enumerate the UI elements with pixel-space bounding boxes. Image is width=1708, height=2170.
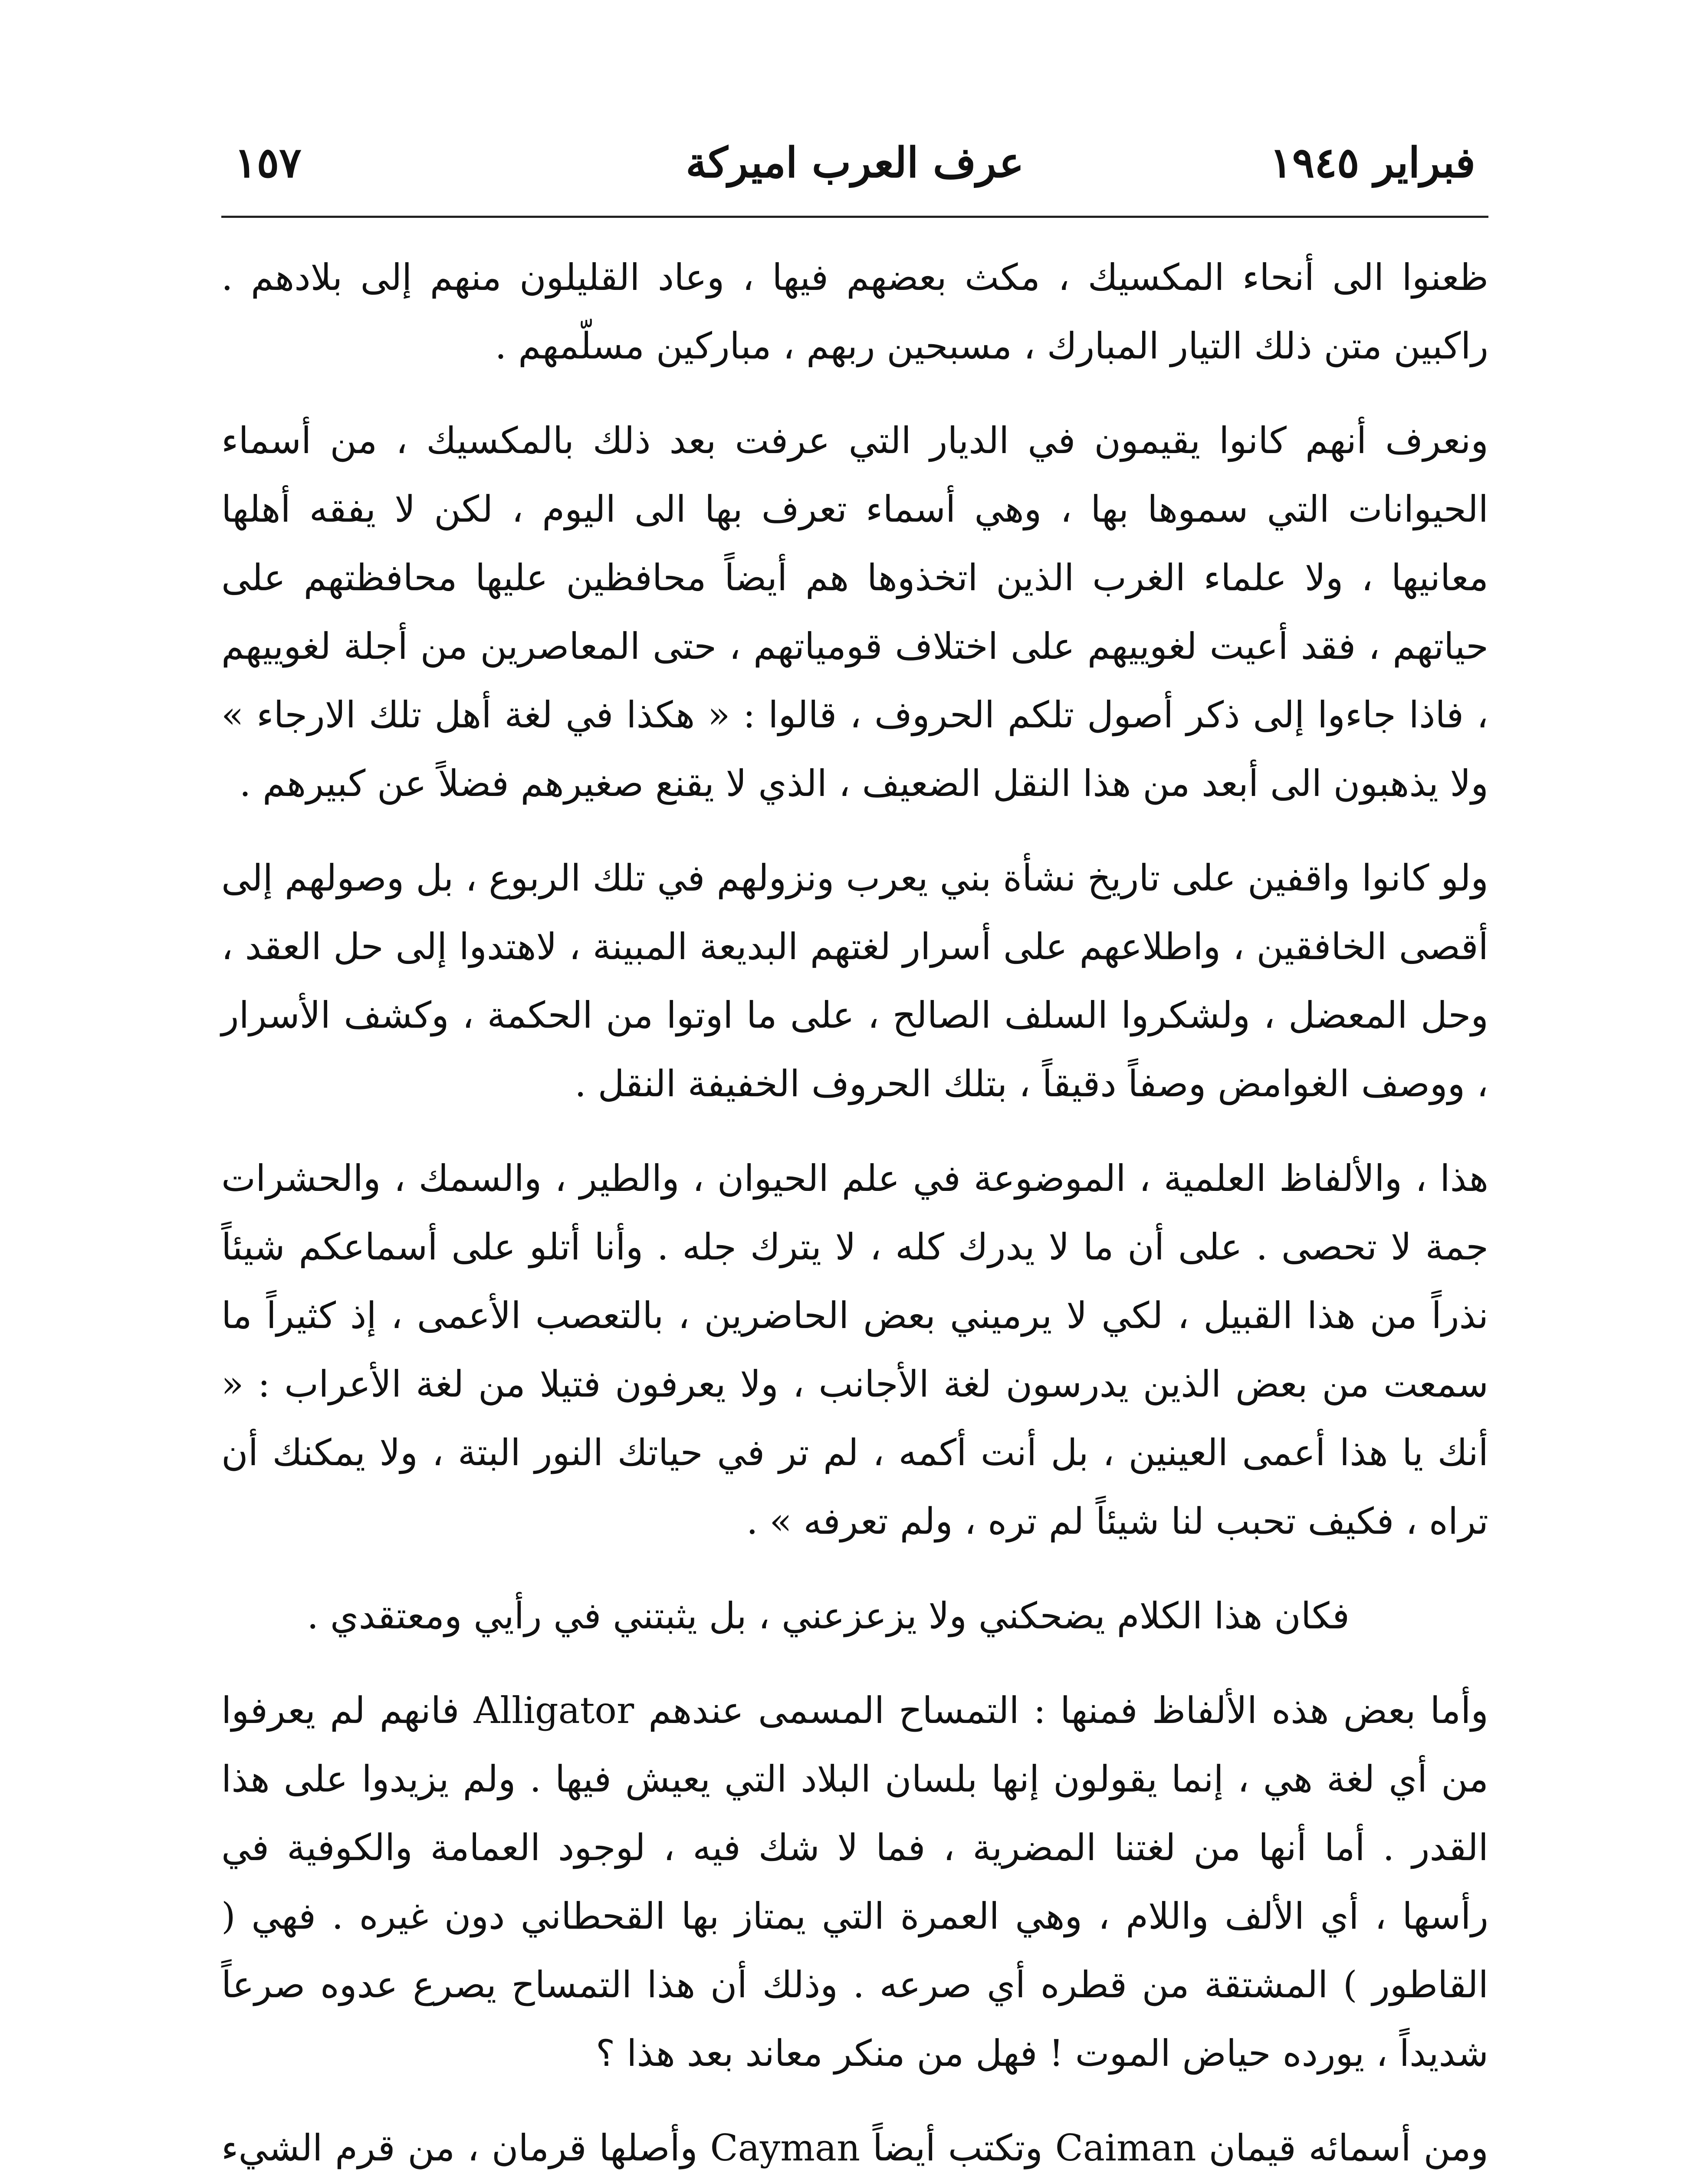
header-rule: [221, 216, 1488, 218]
header-date: فبراير ١٩٤٥: [1270, 138, 1475, 187]
header-title: عرف العرب اميركة: [686, 138, 1024, 187]
paragraph-5: فكان هذا الكلام يضحكني ولا يزعزعني ، بل يثبتني في رأيي ومعتقدي .: [307, 1595, 1350, 1637]
paragraph-6: وأما بعض هذه الألفاظ فمنها : التمساح المسمى عندهم Alligator فانهم لم يعرفوا من أي لغة هي ، إنما يقولون إنها بلسان البلاد التي يعيش فيها . ولم يزيدوا على هذا القدر . أما أنها من لغتنا المضرية ، فما لا شك فيه ، لوجود العمامة والكوفية في رأسها ، أي الألف واللام ، وهي العمرة التي يمتاز بها القحطاني دون غيره . فهي ( القاطور ) المشتقة من قطره أي صرعه . وذلك أن هذا التمساح يصرع عدوه صرعاً شديداً ، يورده حياض الموت ! فهل من منكر معاند بعد هذا ؟: [221, 1689, 1488, 2075]
paragraph-4: هذا ، والألفاظ العلمية ، الموضوعة في علم الحيوان ، والطير ، والسمك ، والحشرات جمة لا تحصى . على أن ما لا يدرك كله ، لا يترك جله . وأنا أتلو على أسماعكم شيئاً نذراً من هذا القبيل ، لكي لا يرميني بعض الحاضرين ، بالتعصب الأعمى ، إذ كثيراً ما سمعت من بعض الذين يدرسون لغة الأجانب ، ولا يعرفون فتيلا من لغة الأعراب : « أنك يا هذا أعمى العينين ، بل أنت أكمه ، لم تر في حياتك النور البتة ، ولا يمكنك أن تراه ، فكيف تحبب لنا شيئاً لم تره ، ولم تعرفه » .: [221, 1157, 1488, 1542]
paragraph-7: ومن أسمائه قيمان Caiman وتكتب أيضاً Cayman وأصلها قرمان ، من قرم الشيء: [221, 2127, 1488, 2169]
article-body: [221, 243, 1488, 2170]
page-header: [234, 130, 1475, 195]
page-number: ١٥٧: [234, 138, 302, 187]
paragraph-2: ونعرف أنهم كانوا يقيمون في الديار التي عرفت بعد ذلك بالمكسيك ، من أسماء الحيوانات التي سموها بها ، وهي أسماء تعرف بها الى اليوم ، لكن لا يفقه أهلها معانيها ، ولا علماء الغرب الذين اتخذوها هم أيضاً محافظين عليها محافظتهم على حياتهم ، فقد أعيت لغوييهم على اختلاف قومياتهم ، حتى المعاصرين من أجلة لغوييهم ، فاذا جاءوا إلى ذكر أصول تلكم الحروف ، قالوا : « هكذا في لغة أهل تلك الارجاء » ولا يذهبون الى أبعد من هذا النقل الضعيف ، الذي لا يقنع صغيرهم فضلاً عن كبيرهم .: [221, 419, 1488, 805]
paragraph-3: ولو كانوا واقفين على تاريخ نشأة بني يعرب ونزولهم في تلك الربوع ، بل وصولهم إلى أقصى الخافقين ، واطلاعهم على أسرار لغتهم البديعة المبينة ، لاهتدوا إلى حل العقد ، وحل المعضل ، ولشكروا السلف الصالح ، على ما اوتوا من الحكمة ، وكشف الأسرار ، ووصف الغوامض وصفاً دقيقاً ، بتلك الحروف الخفيفة النقل .: [221, 857, 1488, 1105]
paragraph-1: ظعنوا الى أنحاء المكسيك ، مكث بعضهم فيها ، وعاد القليلون منهم إلى بلادهم . راكبين متن ذلك التيار المبارك ، مسبحين ربهم ، مباركين مسلّمهم .: [221, 256, 1488, 367]
